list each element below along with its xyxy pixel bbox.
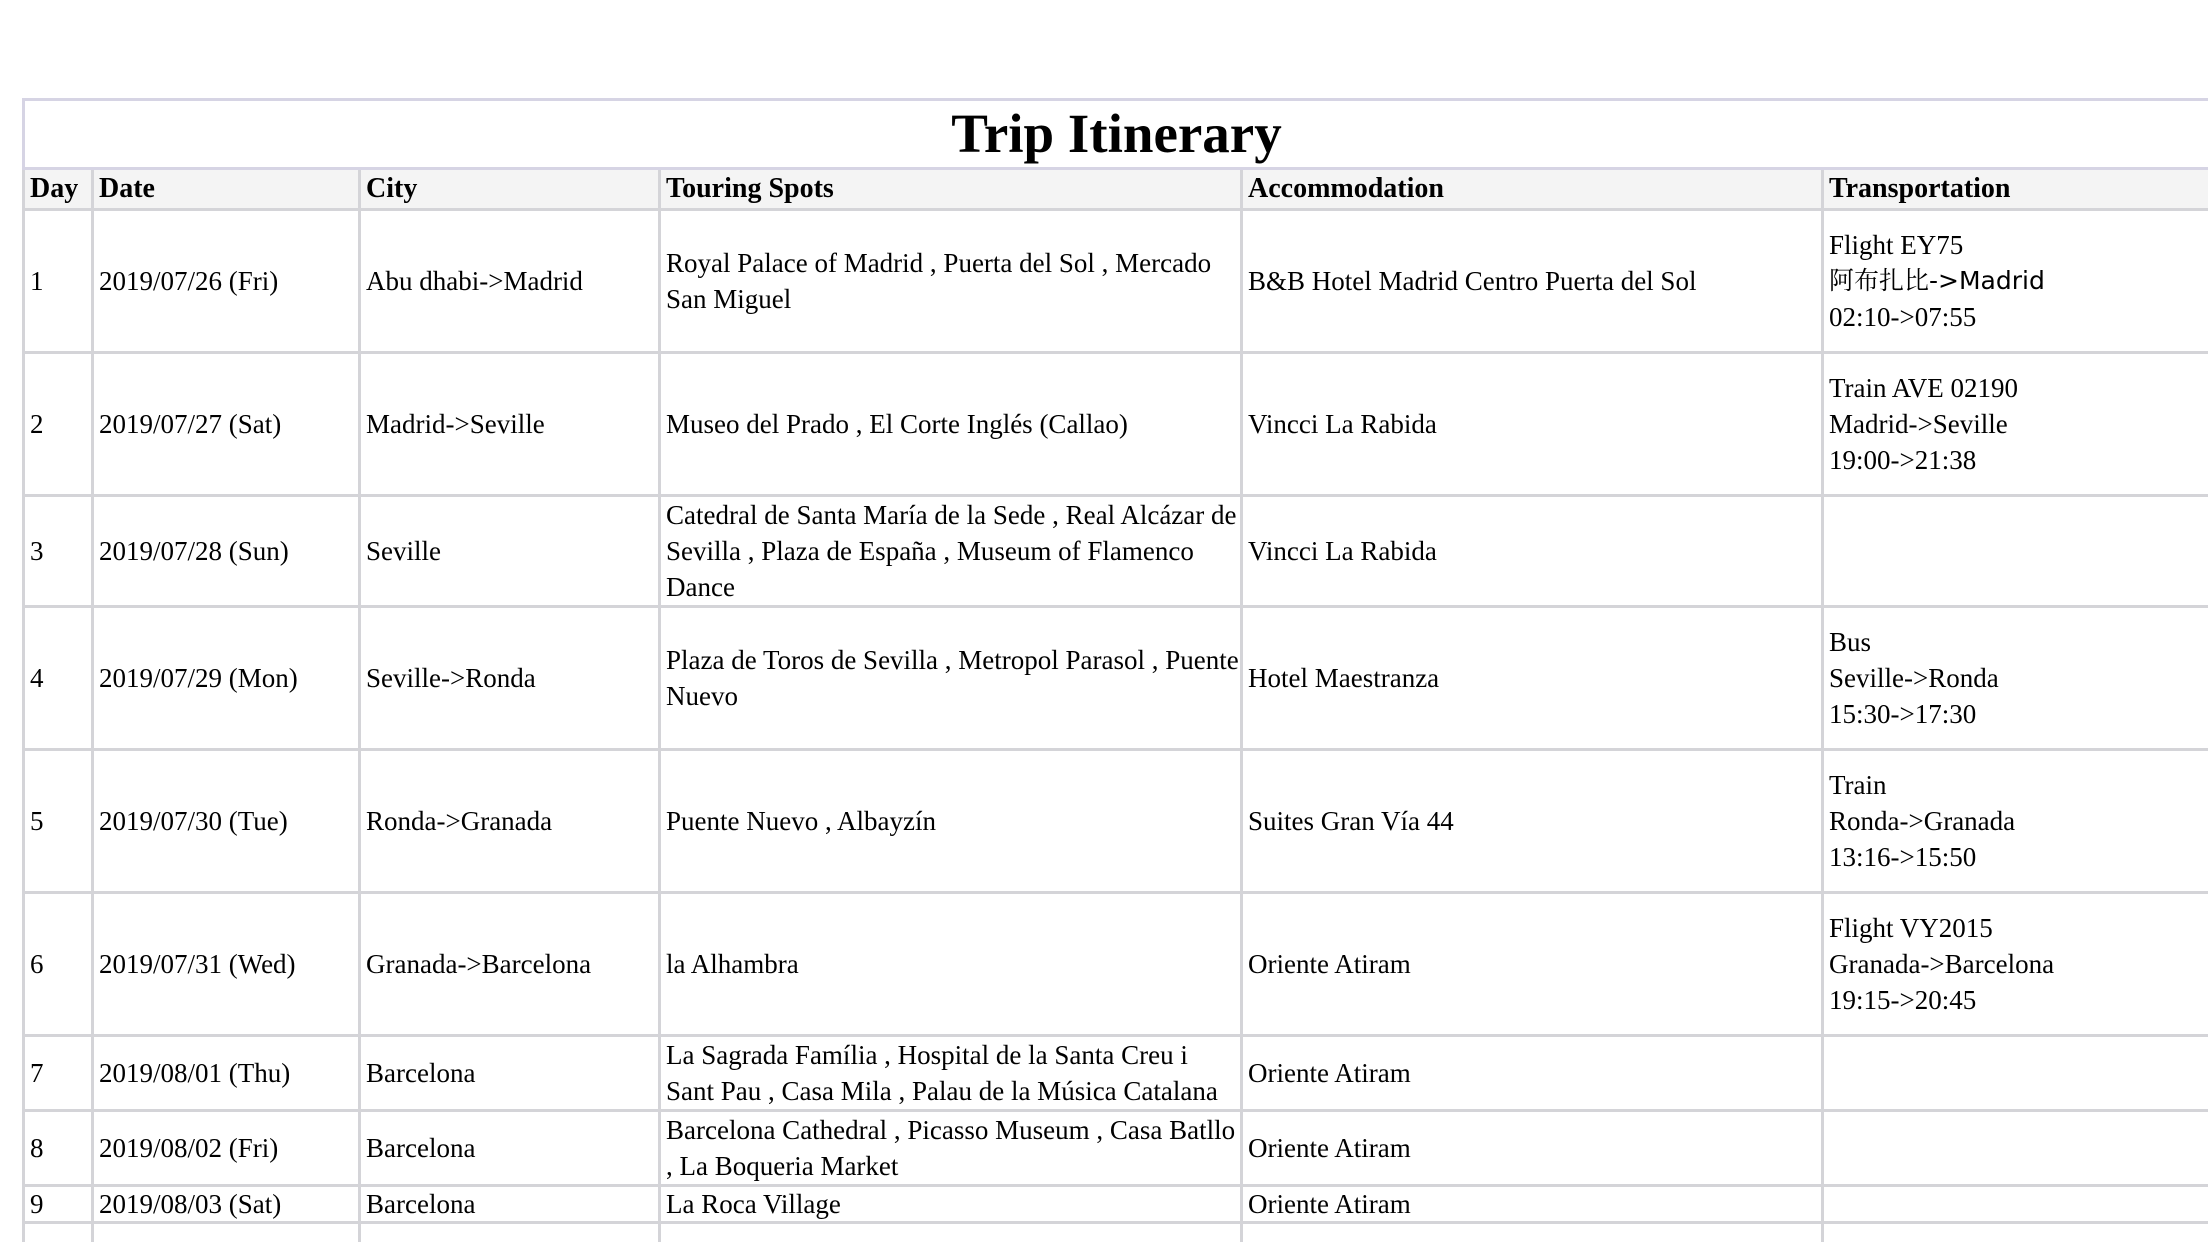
day-cell: 8 — [24, 1111, 93, 1186]
accommodation-cell: B&B Hotel Madrid Centro Puerta del Sol — [1242, 210, 1823, 353]
column-header-touring-spots: Touring Spots — [660, 169, 1242, 210]
transportation-cell — [1823, 1186, 2208, 1223]
column-header-day: Day — [24, 169, 93, 210]
touring-spots-cell — [660, 1223, 1242, 1242]
transport-route: Granada->Barcelona — [1829, 949, 2055, 979]
date-cell: 2019/08/03 (Sat) — [93, 1186, 360, 1223]
day-cell: 1 — [24, 210, 93, 353]
transport-time: 19:15->20:45 — [1829, 985, 1977, 1015]
day-cell: 4 — [24, 607, 93, 750]
table-title: Trip Itinerary — [24, 100, 2208, 169]
transport-route: Seville->Ronda — [1829, 663, 1999, 693]
date-cell: 2019/08/01 (Thu) — [93, 1036, 360, 1111]
transport-time: 02:10->07:55 — [1829, 302, 1977, 332]
touring-spots-cell: La Sagrada Família , Hospital de la Santa Creu i Sant Pau , Casa Mila , Palau de la Música Catalana — [660, 1036, 1242, 1111]
accommodation-cell — [1242, 1223, 1823, 1242]
city-cell: Granada->Barcelona — [360, 893, 660, 1036]
transportation-cell — [1823, 210, 2208, 353]
day-cell: 3 — [24, 496, 93, 607]
table-row — [24, 607, 2208, 750]
touring-spots-cell: La Roca Village — [660, 1186, 1242, 1223]
day-cell: 6 — [24, 893, 93, 1036]
transport-mode: Train — [1829, 770, 1887, 800]
city-cell: Barcelona — [360, 1186, 660, 1223]
touring-spots-cell: la Alhambra — [660, 893, 1242, 1036]
transportation-cell — [1823, 353, 2208, 496]
date-cell: 2019/07/29 (Mon) — [93, 607, 360, 750]
table-row — [24, 496, 2208, 607]
city-cell: Seville->Ronda — [360, 607, 660, 750]
date-cell: 2019/07/31 (Wed) — [93, 893, 360, 1036]
day-cell: 5 — [24, 750, 93, 893]
date-cell — [93, 1223, 360, 1242]
city-cell: Barcelona — [360, 1036, 660, 1111]
touring-spots-cell: Catedral de Santa María de la Sede , Real Alcázar de Sevilla , Plaza de España , Museum of Flamenco Dance — [660, 496, 1242, 607]
table-row — [24, 893, 2208, 1036]
accommodation-cell: Vincci La Rabida — [1242, 496, 1823, 607]
transport-route: Madrid->Seville — [1829, 409, 2008, 439]
column-header-city: City — [360, 169, 660, 210]
date-cell: 2019/07/27 (Sat) — [93, 353, 360, 496]
touring-spots-cell: Barcelona Cathedral , Picasso Museum , Casa Batllo , La Boqueria Market — [660, 1111, 1242, 1186]
city-cell: Barcelona — [360, 1111, 660, 1186]
transport-route: 阿布扎比->Madrid — [1829, 266, 2045, 295]
city-cell: Abu dhabi->Madrid — [360, 210, 660, 353]
day-cell: 7 — [24, 1036, 93, 1111]
transport-mode: Flight VY2015 — [1829, 913, 1993, 943]
itinerary-table — [22, 98, 2208, 1242]
accommodation-cell: Oriente Atiram — [1242, 893, 1823, 1036]
accommodation-cell: Oriente Atiram — [1242, 1186, 1823, 1223]
transport-mode: Flight EY75 — [1829, 230, 1964, 260]
table-row — [24, 1036, 2208, 1111]
transport-mode: Bus — [1829, 627, 1872, 657]
itinerary-sheet — [22, 98, 2208, 1242]
day-cell — [24, 1223, 93, 1242]
accommodation-cell: Vincci La Rabida — [1242, 353, 1823, 496]
transport-mode: Train AVE 02190 — [1829, 373, 2019, 403]
accommodation-cell: Oriente Atiram — [1242, 1111, 1823, 1186]
accommodation-cell: Suites Gran Vía 44 — [1242, 750, 1823, 893]
header-row — [24, 169, 2208, 210]
transportation-cell — [1823, 750, 2208, 893]
column-header-transportation: Transportation — [1823, 169, 2208, 210]
column-header-accommodation: Accommodation — [1242, 169, 1823, 210]
day-cell: 9 — [24, 1186, 93, 1223]
touring-spots-cell: Puente Nuevo , Albayzín — [660, 750, 1242, 893]
transportation-cell — [1823, 893, 2208, 1036]
table-row — [24, 210, 2208, 353]
transportation-cell — [1823, 1223, 2208, 1242]
day-cell: 2 — [24, 353, 93, 496]
transportation-cell — [1823, 607, 2208, 750]
date-cell: 2019/07/28 (Sun) — [93, 496, 360, 607]
accommodation-cell: Hotel Maestranza — [1242, 607, 1823, 750]
table-row — [24, 1111, 2208, 1186]
date-cell: 2019/07/26 (Fri) — [93, 210, 360, 353]
touring-spots-cell: Royal Palace of Madrid , Puerta del Sol , Mercado San Miguel — [660, 210, 1242, 353]
date-cell: 2019/07/30 (Tue) — [93, 750, 360, 893]
transportation-cell — [1823, 496, 2208, 607]
table-row — [24, 1186, 2208, 1223]
transport-time: 15:30->17:30 — [1829, 699, 1977, 729]
table-row — [24, 1223, 2208, 1242]
column-header-date: Date — [93, 169, 360, 210]
city-cell: Seville — [360, 496, 660, 607]
transportation-cell — [1823, 1036, 2208, 1111]
transport-time: 13:16->15:50 — [1829, 842, 1977, 872]
table-row — [24, 353, 2208, 496]
touring-spots-cell: Plaza de Toros de Sevilla , Metropol Parasol , Puente Nuevo — [660, 607, 1242, 750]
touring-spots-cell: Museo del Prado , El Corte Inglés (Callao) — [660, 353, 1242, 496]
city-cell: Madrid->Seville — [360, 353, 660, 496]
date-cell: 2019/08/02 (Fri) — [93, 1111, 360, 1186]
city-cell: Ronda->Granada — [360, 750, 660, 893]
table-row — [24, 750, 2208, 893]
transportation-cell — [1823, 1111, 2208, 1186]
accommodation-cell: Oriente Atiram — [1242, 1036, 1823, 1111]
transport-route: Ronda->Granada — [1829, 806, 2016, 836]
transport-time: 19:00->21:38 — [1829, 445, 1977, 475]
city-cell — [360, 1223, 660, 1242]
